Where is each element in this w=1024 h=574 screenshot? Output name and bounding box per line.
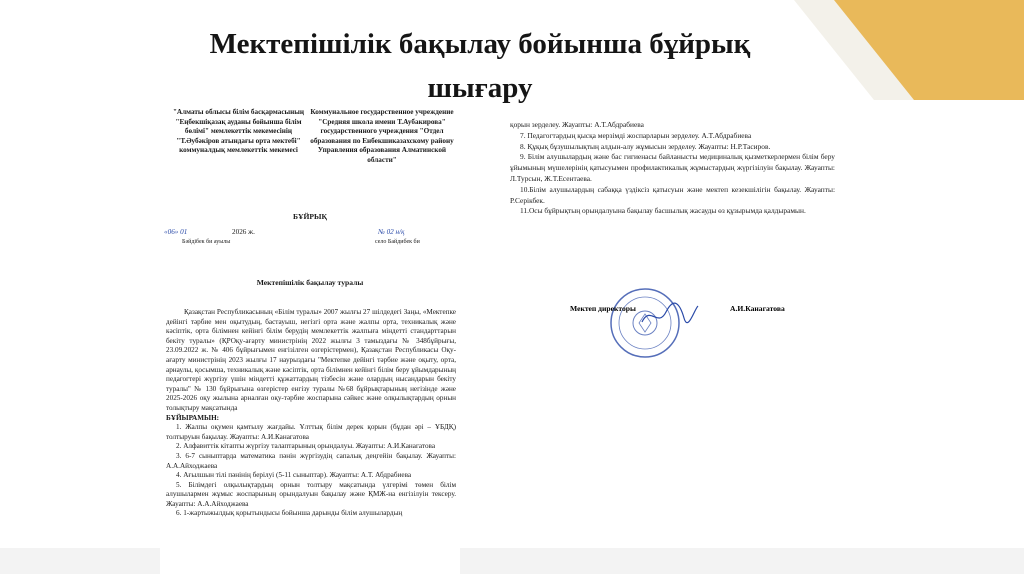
list-item: 10.Білім алушылардың сабаққа үздіксіз қатысуын және мектеп кезекшілігін бақылау. Жауапты: Р.Серікбек. [510,184,835,205]
continued-line: қорын зерделеу. Жауапты: А.Т.Абдрабиева [510,120,644,129]
order-year: 2026 ж. [232,228,255,236]
document-title: Мектепішілік бақылау туралы [256,278,364,287]
order-heading: БҰЙРЫҚ [292,212,327,221]
header-russian: Коммунальное государственное учреждение "Средняя школа имени Т.Аубакирова" государственного учреждения "Отдел образования по Енбекшиказахскому району Управления образования Алматинской области" [310,108,454,164]
signature-block [570,300,860,370]
place-russian: село Байдибек би [375,239,420,245]
list-item: 1. Жалпы оқумен қамтылу жағдайы. Ұлттық білім дерек қорын (бұдан әрі – ҰБДҚ) толтыруын бақылау. Жауапты: А.И.Канагатова [166,423,456,441]
list-item: 7. Педагогтардың қысқа мерзімді жоспарларын зерделеу. А.Т.Абдрабиева [520,130,752,140]
document-body-continued [510,120,835,217]
list-item: 3. 6-7 сыныптарда математика пәнін жүргізудің сапалық деңгейін бақылау. Жауапты: А.А.Айходжаева [166,451,456,470]
signature-label: Мектеп директоры [570,304,636,313]
signature-scribble-icon [640,300,700,330]
decorative-bottom-band [0,548,1024,574]
list-item: 9. Білім алушылардың және бас гигиенасы байланысты медициналық қызметкерлермен білім беру ұйымының мүшелерінің қатысуымен профилактикалық жұмыстардың жүргізілуін бақылау. Жауапты: Л.Турсын, Ж.Т.Есентаева. [510,152,835,183]
date-number-row [160,228,460,250]
slide-title [100,22,860,110]
order-number: № 02 н/қ [378,228,405,236]
slide-title-line-1: Мектепішілік бақылау бойынша бұйрық [209,28,751,60]
place-kazakh: Бәйдібек би ауылы [182,239,231,245]
list-item: 6. 1-жартыжылдық қорытындысы бойынша дарынды білім алушылардың [176,509,403,518]
document-body [166,308,456,519]
list-item: 4. Ағылшын тілі пәнінің берілуі (5-11 сыныптар). Жауапты: А.Т. Абдрабиева [176,471,412,480]
list-item: 2. Алфавиттік кітапты жүргізу талаптарының орындалуы. Жауапты: А.И.Канагатова [176,442,436,451]
order-date: «06» 01 [164,228,188,236]
intro-paragraph: Қазақстан Республикасының «Білім туралы» 2007 жылғы 27 шілдедегі Заңы, «Мектепке дейінгі тәрбие мен оқытудың, бастауыш, негізгі орта және жалпы орта, техникалық және кәсіптік, орта білімнен кейінгі білім берудің мемлекеттік жалпыға міндетті стандарттарын бекіту туралы» (ҚРОқу-ағарту министрінің 2022 жылғы 3 тамыздағы № 348бұйрығы, 23.09.2022 ж. № 406 бұйрығымен енгізілген өзгерістермен), Қазақстан Республикасы Оқу-ағарту министрінің 2023 жылғы 17 наурыздағы "Мектепке дейінгі тәрбие және оқыту, орта, арнаулы, қосымша, техникалық және кәсіптік, орта білімнен кейінгі білім беру ұйымдарының педагогтері жүргізу үшін міндетті құжаттардың тізбесін және олардың нысандарын бекіту туралы" № 130 бұйрығына өзгерістер енгізу туралы №68 бұйрықтарының негізінде және 2025-2026 оқу жылына арналған оқу-тәрбие жоспарына сәйкес және олқылықтардың орнын толықтыру мақсатында [166,308,456,412]
signature-name: А.И.Канагатова [730,304,785,313]
list-item: 11.Осы бұйрықтың орындалуына бақылау басшылық жасауды өз құзырымда қалдырамын. [520,206,806,216]
header-kazakh: "Алматы облысы білім басқармасының "Еңбекшіқазақ ауданы бойынша білім бөлімі" мемлекеттік мекемесінің "Т.Әубәкіров атындағы орта мектебі" коммуналдық мемлекеттік мекемесі [172,108,305,155]
slide-title-line-2: шығару [427,72,533,104]
decree-word: БҰЙЫРАМЫН: [166,413,220,422]
list-item: 8. Құқық бұзушылықтың алдын-алу жұмысын зерделеу. Жауапты: Н.Р.Тасиров. [520,141,771,151]
document-page-1 [160,108,460,574]
list-item: 5. Білімдегі олқылықтардың орнын толтыру мақсатында үлгерімі төмен білім алушылармен жұмыс жоспарының орындалуын бақылау және ҚМЖ-на енгізілуін тексеру. Жауапты: А.А.Айходжаева [166,480,456,508]
